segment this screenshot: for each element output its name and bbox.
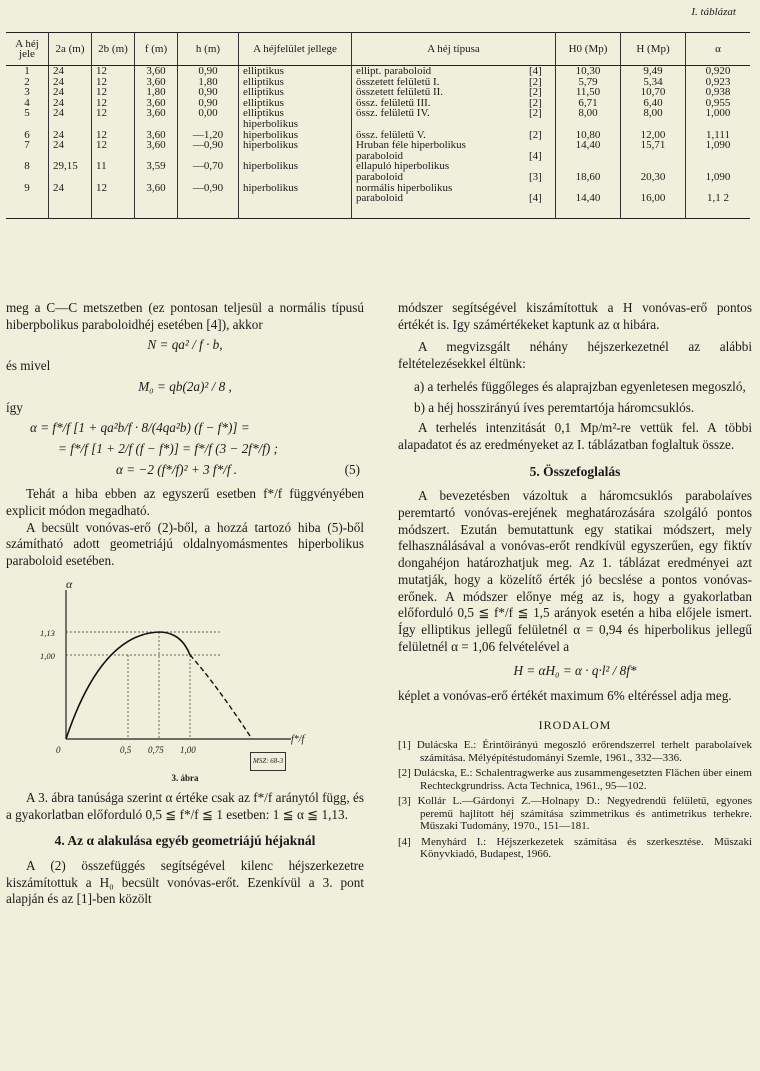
table-cell: 0,00 xyxy=(178,108,239,119)
table-cell: 24 xyxy=(49,183,92,194)
table-cell xyxy=(49,193,92,204)
table-cell xyxy=(178,119,239,130)
table-cell: 3,60 xyxy=(135,130,178,141)
paragraph: A (2) összefüggés segítségével kilenc héjszerkezetre kiszámítottuk a H₀ becsült vonóvas-erőt. Ezenkívül a 3. pont alapján és az [1]-ben közölt xyxy=(6,857,364,907)
table-cell: 24 xyxy=(49,98,92,109)
table-cell xyxy=(92,119,135,130)
table-cell: ellapuló hiperbolikus xyxy=(352,161,526,172)
paragraph: A terhelés intenzitását 0,1 Mp/m²-re vettük fel. A többi alapadatot és az eredményeket az I. táblázatban foglaltuk össze. xyxy=(398,420,752,452)
table-cell xyxy=(621,151,686,162)
x-tick: 0 xyxy=(56,744,61,755)
table-cell: 24 xyxy=(49,108,92,119)
equation: = f*/f [1 + 2/f (f − f*)] = f*/f (3 − 2f*/f) ; xyxy=(58,440,278,456)
paragraph: A becsült vonóvas-erő (2)-ből, a hozzá tartozó hiba (5)-ből számítható adott geometriájú oldalnyomásmentes hiperbolikus paraboloid esetében. xyxy=(6,519,364,569)
table-cell: 6,40 xyxy=(621,98,686,109)
table-cell: 20,30 xyxy=(621,172,686,183)
table-cell xyxy=(178,204,239,219)
table-cell: össz. felületű IV. xyxy=(352,108,526,119)
table-cell: [2] xyxy=(529,128,542,141)
table-cell xyxy=(92,172,135,183)
table-cell: 11,50 xyxy=(556,87,621,98)
x-tick: 0,5 xyxy=(120,744,132,755)
table-row xyxy=(6,108,750,119)
table-cell xyxy=(178,193,239,204)
table-cell xyxy=(556,119,621,130)
table-cell: [4] xyxy=(529,149,542,162)
reference-item: [3] Kollár L.—Gárdonyi Z.—Holnapy D.: Negyedrendű felületű, egyones peremű hajlított héj számítása szimmetrikus és antimetrikus terhekre. Műszaki Tudomány, 1970., 151—181. xyxy=(398,795,752,833)
table-row xyxy=(6,193,750,204)
table-cell: elliptikus xyxy=(239,66,352,77)
x-tick: 0,75 xyxy=(148,744,164,755)
reference-item: [4] Menyhárd I.: Héjszerkezetek számítása és szerkesztése. Műszaki Könyvkiadó, Budapest, 1966. xyxy=(398,835,752,861)
col-header: H0 (Mp) xyxy=(556,33,621,66)
table-cell: 0,90 xyxy=(178,98,239,109)
table-cell: [4] xyxy=(529,65,542,77)
table-cell: 2 xyxy=(24,75,30,88)
paragraph: módszer segítségével kiszámítottuk a H vonóvas-erő pontos értékét is. Igy számértékeket kaptunk az α hibára. xyxy=(398,300,752,332)
table-cell: összetett felületű I. xyxy=(352,77,526,88)
table-cell: 8,00 xyxy=(556,108,621,119)
table-row xyxy=(6,172,750,183)
equation: H = αH₀ = α · q·l² / 8f* xyxy=(513,663,637,679)
table-cell xyxy=(556,151,621,162)
paragraph: A bevezetésben vázoltuk a háromcsuklós parabolaíves peremtartó vonóvas-erejének meghatározására szolgáló pontos módszert. Ezután bemutattunk egy statikai módszert, mely felhasználásával a vonóvas-erőt rendkívül egyszerűen, egy fiktív dongahéjon határozhatjuk meg. Az 1. táblázat eredményei azt mutatják, hogy a közelítő érték jó becslése a pontos vonóvas-erőnek. A módszer előnye még az is, hogy a gyakorlatban előforduló 0,5 ≦ f*/f ≦ 1,5 arányok esetén a hiba előjele ismert. Így elliptikus jellegű felületnél α = 0,94 és hiperbolikus jellegű felületnél α = 1,06 felvételével a xyxy=(398,488,752,654)
table-cell: 3,60 xyxy=(135,66,178,77)
table-cell: 10,30 xyxy=(556,66,621,77)
table-cell xyxy=(556,204,621,219)
paragraph: és mivel xyxy=(6,358,51,374)
table-cell: 29,15 xyxy=(49,161,92,172)
col-header: 2a (m) xyxy=(49,33,92,66)
table-cell: 18,60 xyxy=(556,172,621,183)
table-cell: 1,111 xyxy=(686,130,751,141)
table-cell: 24 xyxy=(49,77,92,88)
table-cell: hiperbolikus xyxy=(239,119,352,130)
table-cell xyxy=(49,172,92,183)
table-cell: 12 xyxy=(92,87,135,98)
col-header: H (Mp) xyxy=(621,33,686,66)
table-cell: 10,70 xyxy=(621,87,686,98)
table-cell: —0,70 xyxy=(178,161,239,172)
table-cell xyxy=(6,204,49,219)
table-cell: paraboloid xyxy=(352,193,526,204)
section-heading: 4. Az α alakulása egyéb geometriájú héjaknál xyxy=(54,833,316,849)
table-cell: 15,71 xyxy=(621,140,686,151)
table-cell: 9 xyxy=(24,181,30,194)
table-row xyxy=(6,204,750,219)
table-cell: 0,955 xyxy=(686,98,751,109)
table-cell: hiperbolikus xyxy=(239,130,352,141)
table-cell: —0,90 xyxy=(178,140,239,151)
table-cell: [2] xyxy=(529,96,542,109)
table-cell xyxy=(621,204,686,219)
list-item: b) a héj hosszirányú íves peremtartója háromcsuklós. xyxy=(414,399,695,415)
col-header: α xyxy=(686,33,751,66)
table-cell: 1,80 xyxy=(178,77,239,88)
table-cell: 0,920 xyxy=(686,66,751,77)
table-cell xyxy=(525,204,556,219)
table-cell xyxy=(352,119,526,130)
curve-solid xyxy=(66,632,190,739)
table-cell: 0,90 xyxy=(178,87,239,98)
col-header: h (m) xyxy=(178,33,239,66)
table-cell: Hruban féle hiperbolikus xyxy=(352,140,526,151)
col-header: A héj típusa xyxy=(352,33,556,66)
table-cell xyxy=(92,204,135,219)
table-cell xyxy=(92,193,135,204)
col-header: A héj jele xyxy=(6,33,49,66)
table-cell: 3,59 xyxy=(135,161,178,172)
table-cell: 0,923 xyxy=(686,77,751,88)
table-cell xyxy=(352,204,526,219)
list-item: a) a terhelés függőleges és alaprajzban egyenletesen megoszló, xyxy=(414,378,746,394)
table-cell: hiperbolikus xyxy=(239,183,352,194)
table-cell: 1,000 xyxy=(686,108,751,119)
table-cell: 6 xyxy=(24,128,30,141)
table-cell: 1,1 2 xyxy=(686,193,751,204)
figure-3 xyxy=(6,574,364,782)
table-cell: 12,00 xyxy=(621,130,686,141)
table-cell: 10,80 xyxy=(556,130,621,141)
table-header-row xyxy=(6,33,750,66)
alpha-curve-plot xyxy=(6,574,364,764)
table-cell: [2] xyxy=(529,86,542,99)
table-cell: 24 xyxy=(49,140,92,151)
table-cell: 3,60 xyxy=(135,108,178,119)
table-cell: 24 xyxy=(49,66,92,77)
table-cell: 8 xyxy=(24,160,30,173)
table-cell xyxy=(49,204,92,219)
table-label: I. táblázat xyxy=(691,6,736,18)
table-cell: elliptikus xyxy=(239,77,352,88)
table-cell: 11 xyxy=(92,161,135,172)
paragraph: meg a C—C metszetben (ez pontosan teljesül a normális típusú hiberpbolikus paraboloidhéj esetében [4]), akkor xyxy=(6,300,364,332)
table-cell: [3] xyxy=(529,170,542,183)
section-heading: 5. Összefoglalás xyxy=(529,463,621,479)
table-cell: 12 xyxy=(92,183,135,194)
table-cell: 12 xyxy=(92,140,135,151)
table-cell: elliptikus xyxy=(239,98,352,109)
col-header: A héjfelület jellege xyxy=(239,33,352,66)
table-cell: paraboloid xyxy=(352,151,526,162)
table-cell xyxy=(6,119,49,130)
table-cell: [2] xyxy=(529,107,542,120)
reference-item: [1] Dulácska E.: Érintőirányú megoszló erőrendszerrel terhelt parabolaívek számítása. Mélyépítéstudományi Szemle, 1961., 332—336. xyxy=(398,739,752,764)
table-cell: 1,090 xyxy=(686,140,751,151)
table-cell xyxy=(6,172,49,183)
table-cell: 12 xyxy=(92,108,135,119)
table-cell: 1,090 xyxy=(686,172,751,183)
paragraph: A 3. ábra tanúsága szerint α értéke csak az f*/f aránytól függ, és a gyakorlatban előforduló 0,5 ≦ f*/f ≦ 1 esetben: 1 ≦ α ≦ 1,13. xyxy=(6,789,364,822)
table-cell: 6,71 xyxy=(556,98,621,109)
table-cell: 3 xyxy=(24,86,30,99)
table-cell xyxy=(178,172,239,183)
paragraph: Tehát a hiba ebben az egyszerű esetben f*/f függvényében explicit módon megadható. xyxy=(6,486,364,519)
y-axis-label: α xyxy=(66,576,73,591)
table-cell: 16,00 xyxy=(621,193,686,204)
y-tick: 1,00 xyxy=(40,650,55,661)
right-column xyxy=(398,300,752,864)
left-column xyxy=(6,300,364,908)
table-cell xyxy=(686,204,751,219)
table-cell: —1,20 xyxy=(178,130,239,141)
table-cell: 7 xyxy=(24,139,30,152)
table-cell: hiperbolikus xyxy=(239,161,352,172)
table-cell: [4] xyxy=(529,192,542,205)
paragraph: így xyxy=(6,399,23,415)
table-cell: össz. felületű III. xyxy=(352,98,526,109)
table-cell: 12 xyxy=(92,98,135,109)
table-cell xyxy=(135,204,178,219)
col-header: f (m) xyxy=(135,33,178,66)
table-cell: 8,00 xyxy=(621,108,686,119)
table-cell: 1,80 xyxy=(135,87,178,98)
table-cell: 3,60 xyxy=(135,98,178,109)
table-cell xyxy=(49,119,92,130)
table-cell: 9,49 xyxy=(621,66,686,77)
table-cell: 24 xyxy=(49,87,92,98)
x-tick: 1,00 xyxy=(180,744,196,755)
table-cell xyxy=(135,193,178,204)
references-heading: IRODALOM xyxy=(538,717,612,732)
paragraph: képlet a vonóvas-erő értékét maximum 6% eltéréssel adja meg. xyxy=(398,688,732,704)
references-list xyxy=(398,739,752,861)
table-cell: 3,60 xyxy=(135,77,178,88)
table-cell xyxy=(686,151,751,162)
table-cell xyxy=(135,119,178,130)
table-cell: 14,40 xyxy=(556,140,621,151)
table-cell: 14,40 xyxy=(556,193,621,204)
equation-5 xyxy=(6,462,364,479)
table-cell: össz. felületű V. xyxy=(352,130,526,141)
table-cell: összetett felületű II. xyxy=(352,87,526,98)
table-cell xyxy=(621,119,686,130)
table-cell xyxy=(6,193,49,204)
table-cell: 4 xyxy=(24,96,30,109)
table-cell xyxy=(525,119,556,130)
table-cell: —0,90 xyxy=(178,183,239,194)
col-header: 2b (m) xyxy=(92,33,135,66)
table-cell: [2] xyxy=(529,75,542,88)
table-cell: normális hiperbolikus xyxy=(352,183,526,194)
figure-caption: 3. ábra xyxy=(171,772,199,783)
table-cell xyxy=(239,204,352,219)
table-cell xyxy=(239,172,352,183)
table-cell: 12 xyxy=(92,66,135,77)
table-cell: elliptikus xyxy=(239,87,352,98)
equation: M₀ = qb(2a)² / 8 , xyxy=(138,378,232,394)
y-tick: 1,13 xyxy=(40,627,55,638)
table-cell xyxy=(686,119,751,130)
table-cell: 5,34 xyxy=(621,77,686,88)
table-cell: paraboloid xyxy=(352,172,526,183)
table-cell: 12 xyxy=(92,130,135,141)
paragraph: A megvizsgált néhány héjszerkezetnél az alábbi feltételezésekkel éltünk: xyxy=(398,339,752,372)
equation: α = f*/f [1 + qa²b/f · 8/(4qa²b) (f − f*)] = xyxy=(30,420,250,436)
figure-stamp: MSZ: 68-3 xyxy=(250,752,286,771)
reference-item: [2] Dulácska, E.: Schalentragwerke aus zusammengesetzten Flächen über einem Rechteckgrundriss. Acta Technica, 1961., 95—102. xyxy=(398,767,752,792)
results-table xyxy=(6,32,750,219)
table-cell: 5,79 xyxy=(556,77,621,88)
table-row xyxy=(6,119,750,130)
table-cell: 5 xyxy=(24,107,30,120)
equation: N = qa² / f · b, xyxy=(147,337,223,353)
table-cell: 3,60 xyxy=(135,183,178,194)
equation-body: α = −2 (f*/f)² + 3 f*/f . xyxy=(116,461,238,477)
table-cell: hiperbolikus xyxy=(239,140,352,151)
table-cell: 0,938 xyxy=(686,87,751,98)
table-cell: 12 xyxy=(92,77,135,88)
table-row xyxy=(6,66,750,77)
table-cell: 1 xyxy=(24,65,30,77)
table-cell: ellipt. paraboloid xyxy=(352,66,526,77)
equation-number: (5) xyxy=(344,461,360,477)
table-cell xyxy=(239,193,352,204)
table-cell xyxy=(135,172,178,183)
table-cell: 24 xyxy=(49,130,92,141)
table-cell: 0,90 xyxy=(178,66,239,77)
table-cell: 3,60 xyxy=(135,140,178,151)
curve-dashed xyxy=(190,655,252,739)
x-axis-label: f*/f xyxy=(291,733,305,745)
table-cell: elliptikus xyxy=(239,108,352,119)
